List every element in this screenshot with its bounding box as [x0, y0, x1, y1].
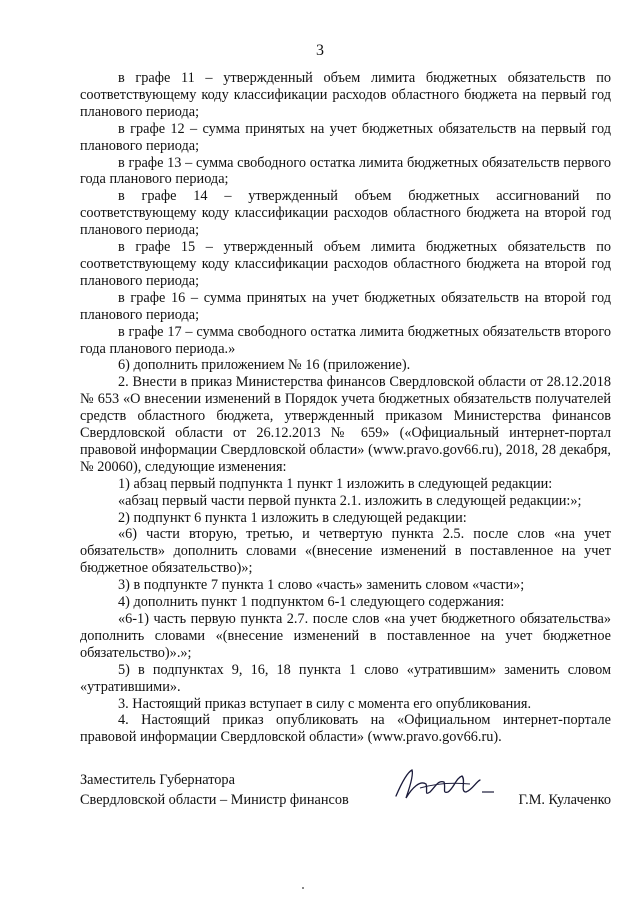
paragraph: «абзац первый части первой пункта 2.1. изложить в следующей редакции:»;: [118, 492, 582, 509]
paragraph: 3. Настоящий приказ вступает в силу с момента его опубликования.: [118, 695, 532, 712]
paragraph: 2. Внести в приказ Министерства финансов Свердловской области от 28.12.2018 № 653 «О внесении изменений в Порядок учета бюджетных обязательств получателей средств областного бюджета, утвержденный приказом Министерства финансов Свердловской области от 26.12.2013 № 659» («Официальный интернет-портал правовой информации Свердловской области» (www.pravo.gov66.ru), 2018, 28 декабря, № 20060), следующие изменения:: [80, 374, 611, 475]
paragraph: «6-1) часть первую пункта 2.7. после слов «на учет бюджетного обязательства» дополнить словами «(внесение изменений в поставленное на учет бюджетное обязательство)».»;: [80, 611, 611, 661]
paragraph: в графе 13 – сумма свободного остатка лимита бюджетных обязательств первого года планового периода;: [80, 154, 611, 188]
paragraph: в графе 16 – сумма принятых на учет бюджетных обязательств на второй год планового периода;: [80, 289, 611, 323]
document-body: [80, 70, 611, 746]
handwritten-signature: [390, 762, 500, 808]
paragraph: 2) подпункт 6 пункта 1 изложить в следующей редакции:: [118, 509, 467, 526]
paragraph: в графе 17 – сумма свободного остатка лимита бюджетных обязательств второго года планового периода.»: [80, 323, 611, 357]
paragraph: «6) части вторую, третью, и четвертую пункта 2.5. после слов «на учет обязательств» дополнить словами «(внесение изменений в поставленное на учет бюджетное обязательство)»;: [80, 526, 611, 577]
paragraph: 4. Настоящий приказ опубликовать на «Официальном интернет-портале правовой информации Свердловской области» (www.pravo.gov66.ru).: [80, 712, 611, 746]
paragraph: 4) дополнить пункт 1 подпунктом 6-1 следующего содержания:: [118, 594, 505, 611]
paragraph: в графе 11 – утвержденный объем лимита бюджетных обязательств по соответствующему коду классификации расходов областного бюджета на первый год планового периода;: [80, 70, 611, 120]
paragraph: в графе 15 – утвержденный объем лимита бюджетных обязательств по соответствующему коду классификации расходов областного бюджета на второй год планового периода;: [80, 239, 611, 289]
signatory-title-line1: Заместитель Губернатора: [80, 772, 235, 788]
paragraph: 1) абзац первый подпункта 1 пункт 1 изложить в следующей редакции:: [118, 475, 553, 492]
paragraph: 3) в подпункте 7 пункта 1 слово «часть» заменить словом «части»;: [118, 577, 525, 594]
paragraph: 5) в подпунктах 9, 16, 18 пункта 1 слово «утратившим» заменить словом «утратившими».: [80, 661, 611, 695]
paragraph: 6) дополнить приложением № 16 (приложение).: [118, 357, 411, 374]
paragraph: в графе 12 – сумма принятых на учет бюджетных обязательств на первый год планового периода;: [80, 120, 611, 154]
paragraph: в графе 14 – утвержденный объем бюджетных ассигнований по соответствующему коду классификации расходов областного бюджета на второй год планового периода;: [80, 188, 611, 239]
signatory-title-line2: Свердловской области – Министр финансов: [80, 792, 349, 808]
scan-speck: [302, 887, 304, 889]
signatory-name: Г.М. Кулаченко: [518, 792, 611, 808]
page-number: 3: [316, 42, 324, 59]
